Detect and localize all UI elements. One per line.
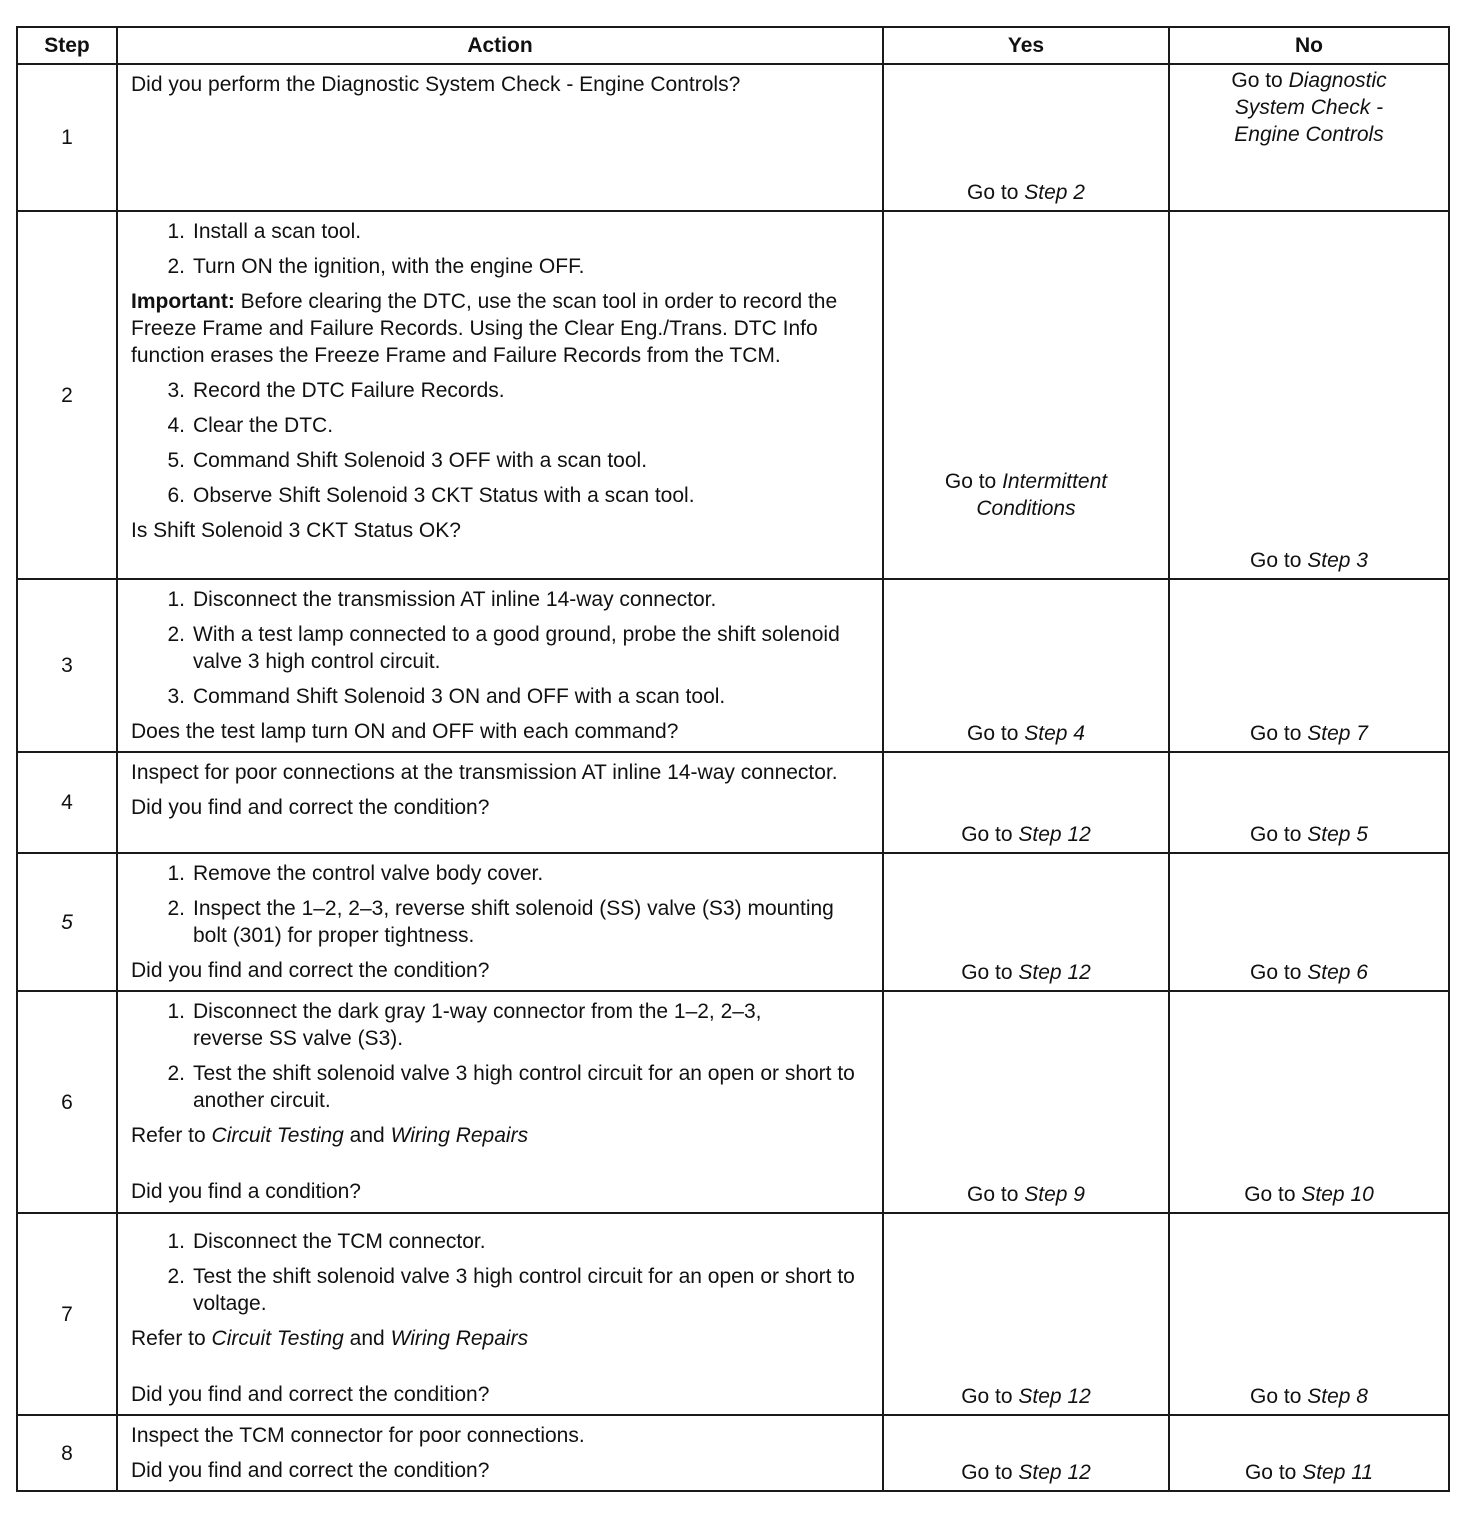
- no-link[interactable]: Step 6: [1307, 961, 1368, 984]
- no-link[interactable]: Step 10: [1301, 1183, 1374, 1206]
- step-number: 8: [17, 1415, 117, 1491]
- yes-cell: [883, 991, 1169, 1213]
- diagnostic-table: [16, 26, 1450, 1492]
- no-result: Go to Step 7: [1250, 722, 1368, 745]
- yes-link[interactable]: Step 12: [1018, 823, 1091, 846]
- table-row: [17, 991, 1449, 1213]
- list-item: 1. Install a scan tool.: [167, 220, 362, 243]
- action-question: Did you find and correct the condition?: [131, 1383, 490, 1406]
- no-result: Go to Step 6: [1250, 961, 1368, 984]
- step-number: 6: [17, 991, 117, 1213]
- list-item: 2. Test the shift solenoid valve 3 high control circuit for an open or short to voltage.: [167, 1265, 855, 1315]
- action-cell: [117, 991, 883, 1213]
- no-link[interactable]: Step 3: [1307, 549, 1368, 572]
- step-number: 1: [17, 64, 117, 211]
- yes-cell: [883, 752, 1169, 853]
- action-cell: [117, 64, 883, 211]
- action-list: [131, 218, 870, 280]
- action-cell: [117, 1213, 883, 1415]
- table-row: [17, 64, 1449, 211]
- no-result: Go to Step 8: [1250, 1385, 1368, 1408]
- action-question: Did you find and correct the condition?: [131, 796, 490, 819]
- yes-link[interactable]: Step 9: [1024, 1183, 1085, 1206]
- action-list: [131, 1228, 870, 1317]
- yes-link[interactable]: Step 12: [1018, 1461, 1091, 1484]
- wiring-repairs-link[interactable]: Wiring Repairs: [390, 1124, 529, 1147]
- action-list: [131, 377, 870, 509]
- yes-link[interactable]: Step 12: [1018, 1385, 1091, 1408]
- list-item: 4. Clear the DTC.: [167, 414, 334, 437]
- no-result: Go to Diagnostic System Check - Engine Controls: [1231, 69, 1387, 146]
- step-number: 3: [17, 579, 117, 752]
- action-question: Does the test lamp turn ON and OFF with each command?: [131, 720, 679, 743]
- table-row: [17, 1415, 1449, 1491]
- no-link[interactable]: Step 8: [1307, 1385, 1368, 1408]
- header-action: Action: [117, 27, 883, 64]
- no-link[interactable]: Step 5: [1307, 823, 1368, 846]
- yes-cell: [883, 853, 1169, 991]
- yes-result: Go to Step 2: [967, 181, 1085, 204]
- list-item: 2. With a test lamp connected to a good ground, probe the shift solenoid valve 3 high control circuit.: [167, 623, 840, 673]
- no-cell: [1169, 991, 1449, 1213]
- list-item: 3. Command Shift Solenoid 3 ON and OFF with a scan tool.: [167, 685, 726, 708]
- table-row: [17, 211, 1449, 579]
- action-text: Inspect for poor connections at the transmission AT inline 14-way connector.: [131, 761, 838, 784]
- action-cell: [117, 752, 883, 853]
- no-cell: [1169, 1415, 1449, 1491]
- header-step: Step: [17, 27, 117, 64]
- table-row: [17, 752, 1449, 853]
- header-row: [17, 27, 1449, 64]
- action-list: [131, 586, 870, 710]
- list-item: 2. Test the shift solenoid valve 3 high control circuit for an open or short to another circuit.: [167, 1062, 855, 1112]
- list-item: 6. Observe Shift Solenoid 3 CKT Status with a scan tool.: [167, 484, 695, 507]
- yes-cell: [883, 211, 1169, 579]
- header-no: No: [1169, 27, 1449, 64]
- no-result: Go to Step 11: [1244, 1461, 1374, 1484]
- list-item: 5. Command Shift Solenoid 3 OFF with a scan tool.: [167, 449, 648, 472]
- step-number: 2: [17, 211, 117, 579]
- no-link[interactable]: Step 7: [1307, 722, 1368, 745]
- yes-cell: [883, 64, 1169, 211]
- no-result: Go to Step 3: [1250, 549, 1368, 572]
- yes-result: Go to Step 12: [961, 961, 1091, 984]
- yes-cell: [883, 1213, 1169, 1415]
- list-item: 1. Disconnect the transmission AT inline 14-way connector.: [167, 588, 717, 611]
- no-cell: [1169, 853, 1449, 991]
- yes-link[interactable]: Step 2: [1024, 181, 1085, 204]
- no-link[interactable]: Diagnostic System Check - Engine Controls: [1234, 69, 1387, 146]
- no-cell: [1169, 211, 1449, 579]
- action-cell: [117, 579, 883, 752]
- yes-result: Go to Intermittent Conditions: [944, 470, 1108, 520]
- no-result: Go to Step 10: [1244, 1183, 1374, 1206]
- action-text: Inspect the TCM connector for poor connections.: [131, 1424, 585, 1447]
- action-cell: [117, 211, 883, 579]
- table-row: [17, 853, 1449, 991]
- yes-result: Go to Step 9: [967, 1183, 1085, 1206]
- no-link[interactable]: Step 11: [1302, 1461, 1374, 1484]
- action-cell: [117, 1415, 883, 1491]
- refer-line: Refer to Circuit Testing and Wiring Repairs: [131, 1124, 529, 1147]
- yes-link[interactable]: Intermittent Conditions: [976, 470, 1108, 520]
- no-cell: [1169, 752, 1449, 853]
- circuit-testing-link[interactable]: Circuit Testing: [211, 1124, 344, 1147]
- action-question: Did you find and correct the condition?: [131, 959, 490, 982]
- yes-result: Go to Step 12: [961, 823, 1091, 846]
- action-question: Did you perform the Diagnostic System Check - Engine Controls?: [131, 73, 741, 96]
- list-item: 1. Remove the control valve body cover.: [167, 862, 544, 885]
- action-cell: [117, 853, 883, 991]
- yes-cell: [883, 579, 1169, 752]
- yes-result: Go to Step 12: [961, 1461, 1091, 1484]
- list-item: 1. Disconnect the dark gray 1-way connector from the 1–2, 2–3, reverse SS valve (S3).: [167, 1000, 762, 1050]
- action-list: [131, 860, 870, 949]
- list-item: 1. Disconnect the TCM connector.: [167, 1230, 486, 1253]
- no-result: Go to Step 5: [1250, 823, 1368, 846]
- step-number: 5: [17, 853, 117, 991]
- wiring-repairs-link[interactable]: Wiring Repairs: [390, 1327, 529, 1350]
- action-question: Is Shift Solenoid 3 CKT Status OK?: [131, 519, 461, 542]
- refer-line: Refer to Circuit Testing and Wiring Repairs: [131, 1327, 529, 1350]
- list-item: 2. Inspect the 1–2, 2–3, reverse shift solenoid (SS) valve (S3) mounting bolt (301) for proper tightness.: [167, 897, 834, 947]
- step-number: 4: [17, 752, 117, 853]
- no-cell: [1169, 64, 1449, 211]
- action-question: Did you find a condition?: [131, 1180, 361, 1203]
- yes-link[interactable]: Step 12: [1018, 961, 1091, 984]
- yes-cell: [883, 1415, 1169, 1491]
- no-cell: [1169, 1213, 1449, 1415]
- yes-result: Go to Step 4: [967, 722, 1085, 745]
- header-yes: Yes: [883, 27, 1169, 64]
- action-question: Did you find and correct the condition?: [131, 1459, 490, 1482]
- list-item: 2. Turn ON the ignition, with the engine OFF.: [167, 255, 585, 278]
- important-note: Important: Before clearing the DTC, use the scan tool in order to record the Freeze Frame and Failure Records. Using the Clear Eng./Trans. DTC Info function erases the Freeze Frame and Failure Records from the TCM.: [131, 290, 838, 367]
- yes-link[interactable]: Step 4: [1024, 722, 1085, 745]
- table-row: [17, 579, 1449, 752]
- step-number: 7: [17, 1213, 117, 1415]
- action-list: [131, 998, 870, 1114]
- table-row: [17, 1213, 1449, 1415]
- list-item: 3. Record the DTC Failure Records.: [167, 379, 505, 402]
- yes-result: Go to Step 12: [961, 1385, 1091, 1408]
- circuit-testing-link[interactable]: Circuit Testing: [211, 1327, 344, 1350]
- no-cell: [1169, 579, 1449, 752]
